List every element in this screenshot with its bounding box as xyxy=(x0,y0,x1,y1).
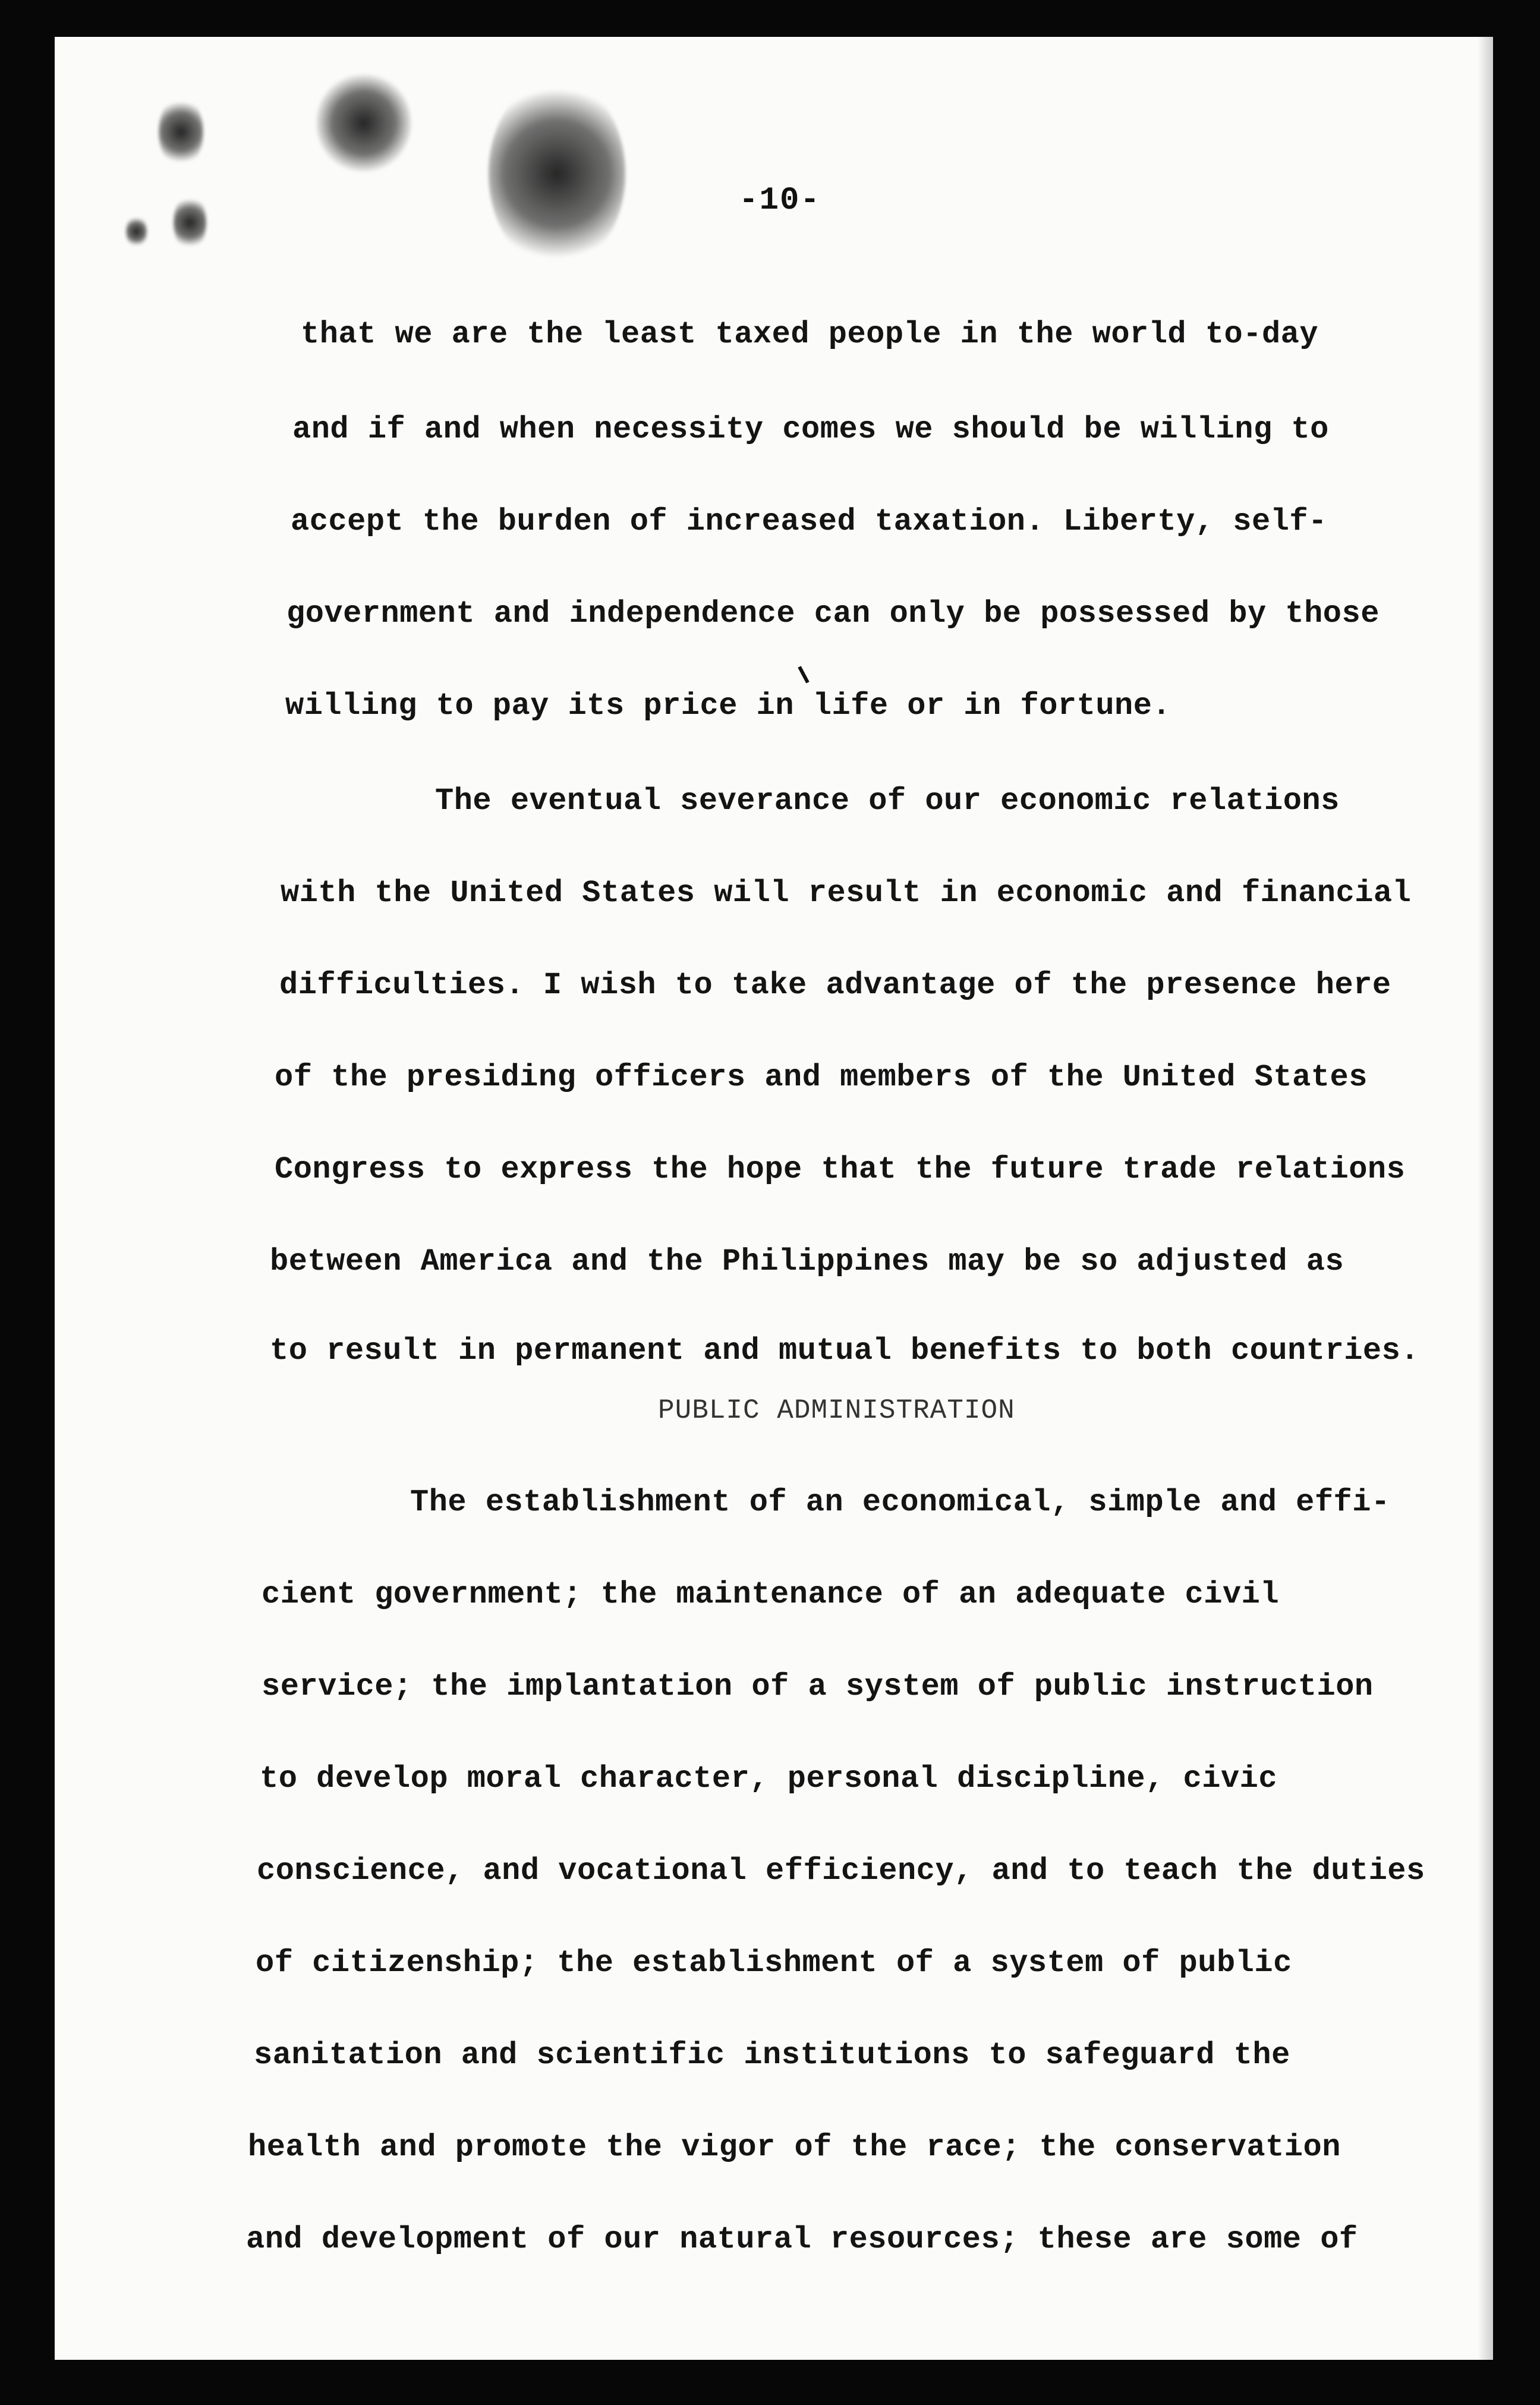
stray-typewriter-mark xyxy=(798,666,809,683)
ink-blot xyxy=(316,73,411,174)
page-edge-shadow xyxy=(1478,37,1493,2360)
text-line: accept the burden of increased taxation. Liberty, self- xyxy=(291,504,1327,539)
text-line: difficulties. I wish to take advantage of the presence here xyxy=(279,968,1391,1003)
text-line: and if and when necessity comes we should be willing to xyxy=(292,412,1329,447)
text-line: of the presiding officers and members of the United States xyxy=(275,1060,1368,1095)
text-line: The eventual severance of our economic relations xyxy=(435,783,1340,819)
text-line: that we are the least taxed people in the world to-day xyxy=(301,317,1319,352)
ink-blot xyxy=(489,78,625,269)
text-line: willing to pay its price in life or in fortune. xyxy=(285,688,1171,723)
text-line: between America and the Philippines may be so adjusted as xyxy=(270,1244,1344,1279)
document-page xyxy=(55,37,1493,2360)
ink-blot xyxy=(126,215,147,248)
ink-blot xyxy=(159,96,203,168)
text-line: and development of our natural resources; these are some of xyxy=(246,2222,1358,2257)
ink-blot xyxy=(174,194,206,251)
text-line: conscience, and vocational efficiency, and to teach the duties xyxy=(257,1853,1425,1888)
text-line: health and promote the vigor of the race; the conservation xyxy=(248,2130,1341,2165)
text-line: service; the implantation of a system of public instruction xyxy=(262,1669,1374,1704)
text-line: cient government; the maintenance of an adequate civil xyxy=(262,1577,1280,1612)
text-line: with the United States will result in economic and financial xyxy=(281,876,1412,911)
text-line: government and independence can only be possessed by those xyxy=(286,596,1380,631)
section-heading: PUBLIC ADMINISTRATION xyxy=(658,1395,1015,1426)
text-line: to result in permanent and mutual benefits to both countries. xyxy=(270,1333,1420,1368)
text-line: sanitation and scientific institutions to safeguard the xyxy=(254,2038,1290,2073)
text-line: to develop moral character, personal discipline, civic xyxy=(260,1761,1278,1796)
text-line: of citizenship; the establishment of a system of public xyxy=(256,1946,1292,1981)
text-line: The establishment of an economical, simple and effi- xyxy=(410,1485,1390,1520)
text-line: Congress to express the hope that the future trade relations xyxy=(275,1152,1406,1187)
page-number: -10- xyxy=(739,182,821,219)
